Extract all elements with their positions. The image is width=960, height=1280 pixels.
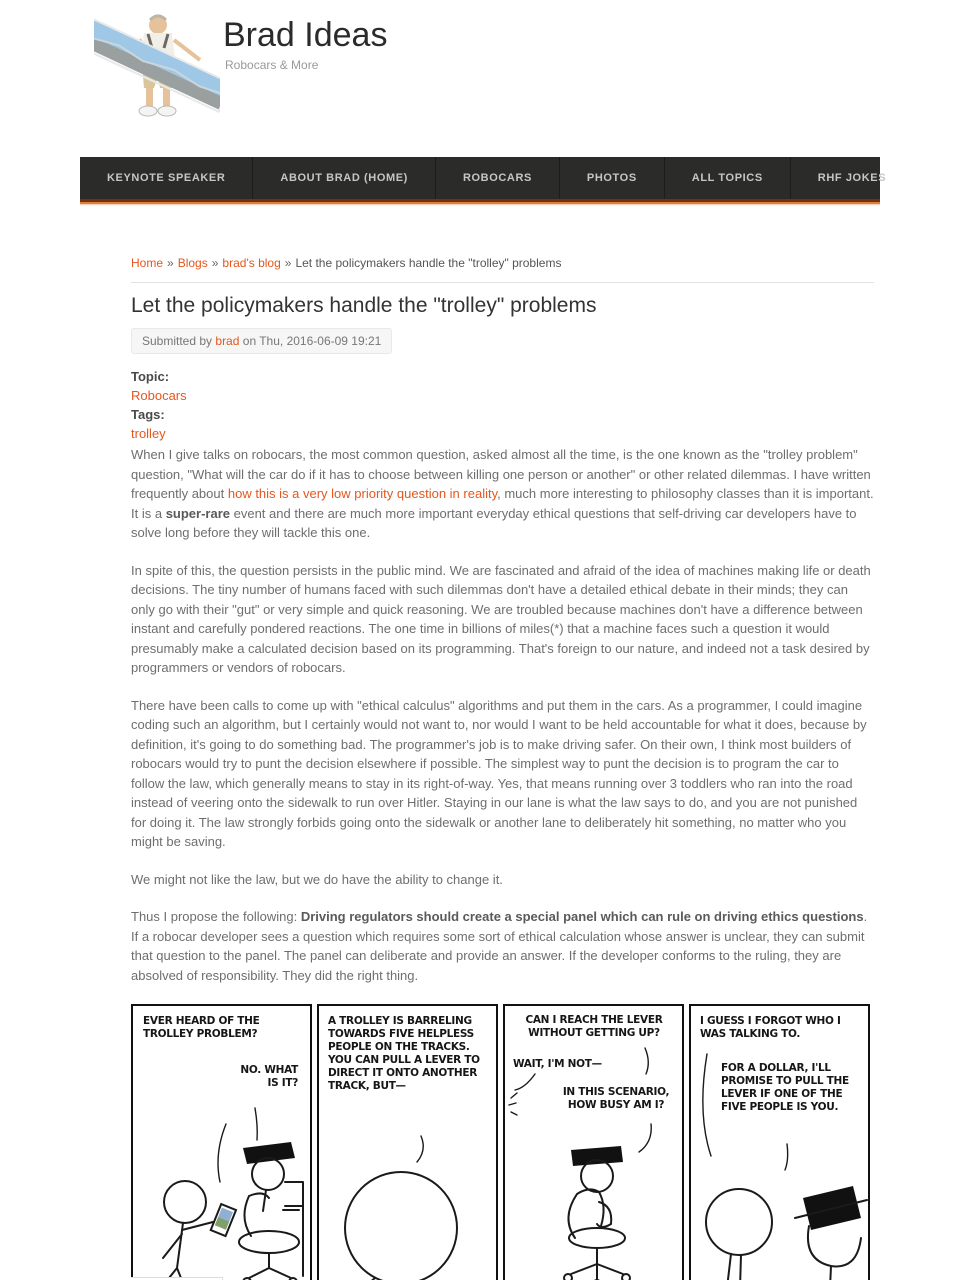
chair-seat	[569, 1228, 625, 1248]
tag-link-trolley[interactable]: trolley	[131, 426, 166, 441]
breadcrumb-separator: »	[167, 256, 174, 270]
submitted-byline	[131, 328, 392, 354]
breadcrumb-blogs[interactable]: Blogs	[177, 256, 208, 270]
desk	[283, 1182, 303, 1276]
speech-bubble-text: EVER HEARD OF THE TROLLEY PROBLEM?	[143, 1015, 260, 1040]
article-paragraph	[131, 445, 874, 543]
comic-panel-2	[317, 1004, 498, 1280]
breadcrumb-divider	[131, 282, 874, 283]
standing-stick-figure	[161, 1181, 236, 1280]
breadcrumb-brads-blog[interactable]: brad's blog	[222, 256, 281, 270]
nav-item-rhf-jokes[interactable]: RHF JOKES	[790, 157, 913, 199]
site-tagline: Robocars & More	[225, 58, 319, 72]
nav-item-all-topics[interactable]: ALL TOPICS	[664, 157, 790, 199]
panel-3-art	[505, 1006, 682, 1280]
tags-label: Tags:	[131, 407, 165, 422]
speech-bubble-text: WAIT, I'M NOT—	[513, 1058, 602, 1070]
site-title[interactable]: Brad Ideas	[223, 16, 388, 54]
seated-hat-figure	[239, 1142, 303, 1280]
article-meta	[131, 367, 874, 443]
speech-bubble-text: CAN I REACH THE LEVER WITHOUT GETTING UP?	[525, 1014, 663, 1039]
nav-item-photos[interactable]: PHOTOS	[559, 157, 664, 199]
comic-panel-4	[689, 1004, 870, 1280]
article-paragraph: In spite of this, the question persists in the public mind. We are fascinated and afraid of the idea of machines making life or death decisions. The tiny number of humans faced with such dilemmas don't have a detailed ethical debate in their minds; they can only go with their "gut" or very simple and quick reasoning. We are troubled because machines don't have a difference between instant and carefully pondered reactions. The one time in billions of miles(*) that a machine faces such a question it would presumably make a calculated decision based on its programming. That's foreign to our nature, and indeed not a task desired by programmers or vendors of robocars.	[131, 562, 871, 675]
breadcrumb-separator: »	[211, 256, 219, 270]
submitted-date: on Thu, 2016-06-09 19:21	[242, 334, 382, 348]
article-paragraph: There have been calls to come up with "ethical calculus" algorithms and put them in the cars. As a programmer, I could imagine coding such an algorithm, but I certainly would not want to, nor would I want to be held accountable for what it does, because by definition, it's going to do something bad. The programmer's job is to make driving safer. On their own, I think most builders of robocars would try to punt the decision elsewhere if possible. The simplest way to punt the decision is to program the car to follow the law, which generally means to stay in its right-of-way. Yes, that means running over 3 toddlers who ran into the road instead of veering onto the sidewalk to run over Hitler. Staying in our lane is what the law says to do, and you are not punished for doing it. The law strongly forbids going onto the sidewalk or another lane to deliberately hit something, no matter who you might be saving.	[131, 697, 867, 849]
large-head-figure	[345, 1172, 457, 1280]
paragraph-text: event and there are much more important everyday ethical questions that self-driving car developers have to solve long before they will tackle this one.	[131, 505, 857, 540]
site-logo[interactable]	[94, 8, 220, 128]
paragraph-bold-text: super-rare	[165, 505, 230, 521]
breadcrumb-current: Let the policymakers handle the "trolley" problems	[295, 256, 562, 270]
speech-bubble-text: NO. WHAT IS IT?	[240, 1064, 298, 1089]
nav-accent-rule-3	[80, 204, 880, 206]
comic-panel-1	[131, 1004, 312, 1280]
page	[80, 0, 887, 1280]
nav-item-robocars[interactable]: ROBOCARS	[435, 157, 559, 199]
breadcrumb	[131, 256, 874, 270]
chair-seat	[239, 1231, 299, 1253]
nav-item-about-brad-home[interactable]: ABOUT BRAD (HOME)	[252, 157, 435, 199]
phone-icon	[211, 1204, 236, 1236]
speech-tail	[417, 1136, 423, 1162]
trolley-comic[interactable]	[131, 1004, 874, 1280]
comic-panel-3	[503, 1004, 684, 1280]
speech-bubble-text: I GUESS I FORGOT WHO I WAS TALKING TO.	[700, 1015, 841, 1040]
black-hat-icon	[571, 1146, 623, 1166]
paragraph-text: . If a robocar developer sees a question which requires some sort of ethical calculation whose answer is unclear, they can submit that question to the panel. The panel can deliberate and provide an answer. If the developer conforms to the ruling, they are absolved of responsibility. They did the right thing.	[131, 909, 868, 983]
hat-head-figure	[795, 1186, 867, 1280]
breadcrumb-separator: »	[284, 256, 292, 270]
plain-head-figure	[706, 1189, 772, 1280]
main-nav	[80, 157, 887, 199]
comic-panels	[131, 1004, 874, 1280]
low-priority-question-link[interactable]: how this is a very low priority question in reality	[227, 486, 498, 501]
article-paragraph: We might not like the law, but we do have the ability to change it.	[131, 871, 503, 887]
site-header	[80, 0, 880, 157]
article-body	[131, 445, 874, 985]
article-paragraph	[131, 907, 874, 985]
page-title: Let the policymakers handle the "trolley" problems	[131, 294, 597, 317]
panel-1-art	[133, 1006, 310, 1280]
paragraph-text: When I give talks on robocars, the most common question, asked almost all the time, is the one known as the "trolley problem" question, "What will the car do if it has to choose between killing one person or another" or other related dilemmas. I have written frequently about	[131, 447, 871, 501]
paragraph-text: Thus I propose the following:	[131, 909, 301, 924]
author-link[interactable]: brad	[215, 334, 240, 348]
paragraph-text: , much more interesting to philosophy classes than it is important. It is a	[131, 486, 874, 521]
breadcrumb-home[interactable]: Home	[131, 256, 164, 270]
man-holding-panorama-icon	[94, 8, 220, 128]
topic-label: Topic:	[131, 369, 170, 384]
topic-link-robocars[interactable]: Robocars	[131, 388, 187, 403]
panel-4-art	[691, 1006, 868, 1280]
action-marks-icon	[509, 1093, 517, 1115]
chair-back	[568, 1189, 599, 1238]
seated-hat-figure	[564, 1146, 630, 1280]
black-hat-icon	[243, 1142, 295, 1164]
speech-bubble-text: FOR A DOLLAR, I'LL PROMISE TO PULL THE LEVER IF ONE OF THE FIVE PEOPLE IS YOU.	[721, 1062, 849, 1113]
submitted-prefix: Submitted by	[142, 334, 213, 348]
paragraph-bold-text: Driving regulators should create a special panel which can rule on driving ethics questions	[300, 909, 864, 924]
nav-item-keynote-speaker[interactable]: KEYNOTE SPEAKER	[107, 172, 226, 184]
speech-bubble-text: A TROLLEY IS BARRELING TOWARDS FIVE HELPLESS PEOPLE ON THE TRACKS. YOU CAN PULL A LEVER TO DIRECT IT ONTO ANOTHER TRACK, BUT—	[328, 1015, 480, 1092]
speech-bubble-text: IN THIS SCENARIO, HOW BUSY AM I?	[562, 1086, 670, 1111]
